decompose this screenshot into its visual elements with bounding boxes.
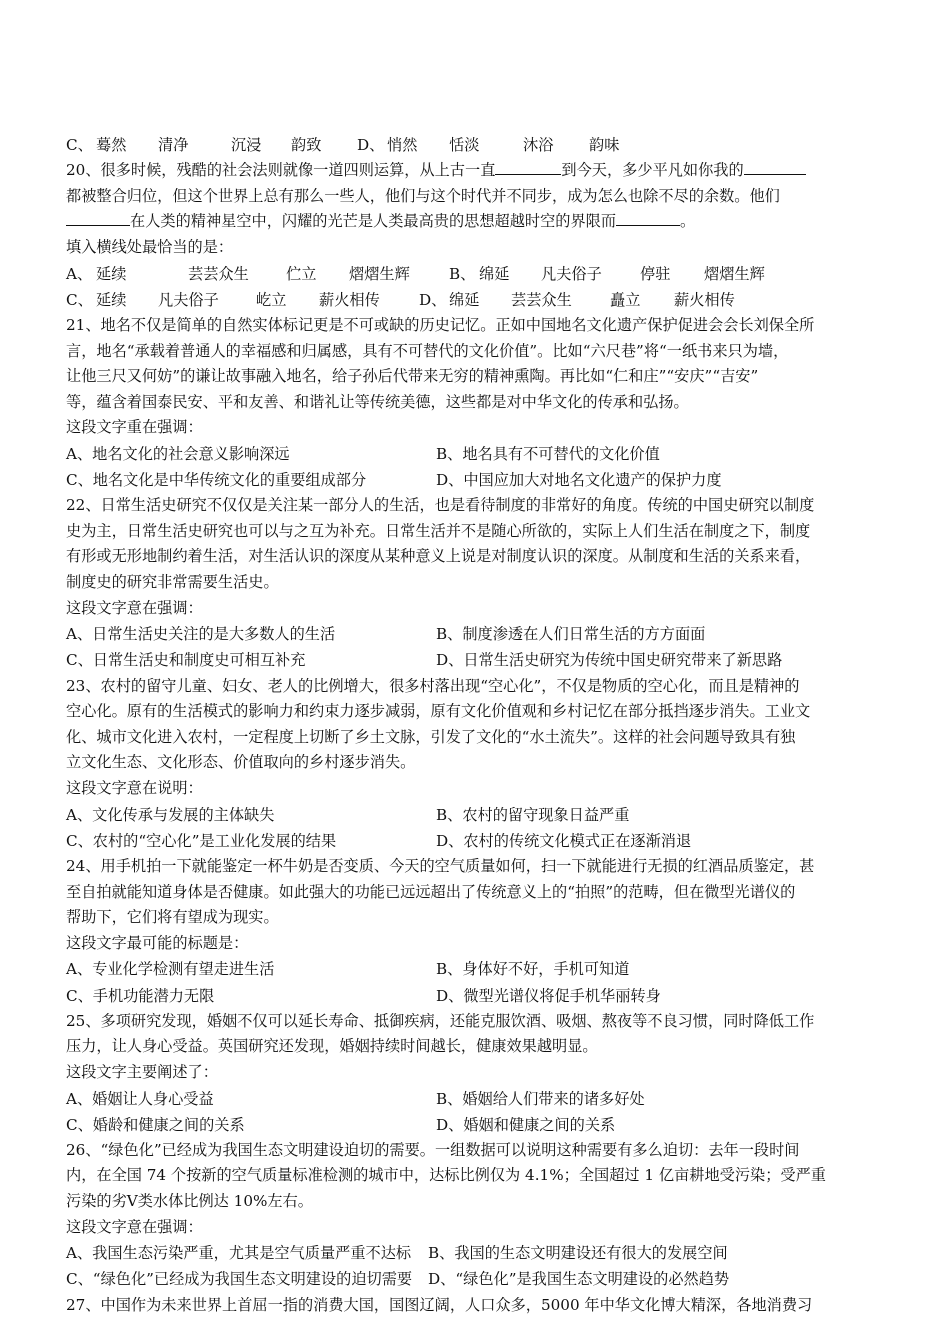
option-label: C、 xyxy=(66,290,93,309)
option-word: 伫立 xyxy=(286,264,317,283)
q23-prompt: 这段文字意在说明： xyxy=(66,779,203,797)
q20-prompt: 填入横线处最恰当的是： xyxy=(66,237,234,256)
option-a: A、地名文化的社会意义影响深远 xyxy=(66,444,290,463)
option-word: 延续 xyxy=(96,290,127,309)
fill-blank xyxy=(616,210,680,226)
option-word: 沉浸 xyxy=(231,136,262,154)
option-a: A、婚姻让人身心受益 xyxy=(66,1089,214,1108)
option-label: D、 xyxy=(357,136,385,154)
option-b: B、农村的留守现象日益严重 xyxy=(436,805,630,824)
option-word: 恬淡 xyxy=(449,136,480,154)
q21-stem-line: 等，蕴含着国泰民安、平和友善、和谐礼让等传统美德，这些都是对中华文化的传承和弘扬。 xyxy=(66,392,689,411)
q20-options-ab xyxy=(66,261,886,287)
option-c: C、日常生活史和制度史可相互补充 xyxy=(66,651,306,670)
option-label: C、 xyxy=(66,136,93,154)
option-c: C、“绿色化”已经成为我国生态文明建设的迫切需要 xyxy=(66,1270,413,1289)
q25-options-cd xyxy=(66,1112,886,1138)
q23-options-ab xyxy=(66,802,886,828)
option-a: A、我国生态污染严重，尤其是空气质量严重不达标 xyxy=(66,1244,412,1263)
option-d: D、婚姻和健康之间的关系 xyxy=(436,1115,616,1134)
q24-prompt: 这段文字最可能的标题是： xyxy=(66,933,249,952)
q21-prompt: 这段文字重在强调： xyxy=(66,418,203,437)
option-word: 矗立 xyxy=(610,290,641,309)
option-d: D、中国应加大对地名文化遗产的保护力度 xyxy=(436,471,722,490)
option-word: 沐浴 xyxy=(523,136,554,154)
fill-blank xyxy=(744,159,806,175)
option-d: D、“绿色化”是我国生态文明建设的必然趋势 xyxy=(428,1270,730,1289)
q24-stem-line: 帮助下，它们将有望成为现实。 xyxy=(66,908,279,927)
option-word: 芸芸众生 xyxy=(188,264,249,283)
option-word: 延续 xyxy=(96,264,127,283)
q26-stem-line: 26、“绿色化”已经成为我国生态文明建设迫切的需要。一组数据可以说明这种需要有多么迫切：去年一段时间 xyxy=(66,1140,800,1159)
q20-text: 。 xyxy=(680,212,696,231)
q24-stem-line: 24、用手机拍一下就能鉴定一杯牛奶是否变质、今天的空气质量如何，扫一下就能进行无损的红酒品质鉴定，甚 xyxy=(66,856,815,875)
q20-options-cd xyxy=(66,287,886,313)
option-word: 凡夫俗子 xyxy=(158,290,219,309)
q27-stem-line: 27、中国作为未来世界上首屈一指的消费大国，国图辽阔，人口众多，5000 年中华文化博大精深，各地消费习 xyxy=(66,1295,813,1314)
q23-stem-line: 化、城市文化进入农村，一定程度上切断了乡土文脉，引发了文化的“水土流失”。这样的社会问题导致具有独 xyxy=(66,727,796,746)
q22-stem-line: 有形或无形地制约着生活，对生活认识的深度从某种意义上说是对制度认识的深度。从制度和生活的关系来看， xyxy=(66,547,811,566)
q22-stem-line: 制度史的研究非常需要生活史。 xyxy=(66,573,279,592)
option-d: D、微型光谱仪将促手机华丽转身 xyxy=(436,986,661,1005)
exam-page xyxy=(66,132,886,1318)
q23-options-cd xyxy=(66,828,886,854)
fill-blank xyxy=(66,210,130,226)
q22-options-ab xyxy=(66,621,886,647)
q24-options-cd xyxy=(66,983,886,1009)
q20-stem-line: 都被整合归位，但这个世界上总有那么一些人，他们与这个时代并不同步，成为怎么也除不尽的余数。他们 xyxy=(66,186,780,205)
q20-text: 在人类的精神星空中，闪耀的光芒是人类最高贵的思想超越时空的界限而 xyxy=(130,212,616,231)
q24-options-ab xyxy=(66,956,886,982)
q25-stem-line: 压力，让人身心受益。英国研究还发现，婚姻持续时间越长，健康效果越明显。 xyxy=(66,1037,598,1056)
q22-prompt: 这段文字意在强调： xyxy=(66,598,203,617)
option-b: B、制度渗透在人们日常生活的方方面面 xyxy=(436,625,706,644)
option-word: 清净 xyxy=(158,136,189,154)
q25-options-ab xyxy=(66,1086,886,1112)
option-d: D、农村的传统文化模式正在逐渐消退 xyxy=(436,831,692,850)
option-b: B、地名具有不可替代的文化价值 xyxy=(436,444,660,463)
q23-stem-line: 立文化生态、文化形态、价值取向的乡村逐步消失。 xyxy=(66,753,416,772)
q26-options-ab xyxy=(66,1240,886,1266)
q22-stem-line: 22、日常生活史研究不仅仅是关注某一部分人的生活，也是看待制度的非常好的角度。传统的中国史研究以制度 xyxy=(66,496,815,515)
q19-options-cd xyxy=(66,132,886,158)
option-c: C、农村的“空心化”是工业化发展的结果 xyxy=(66,831,337,850)
option-label: B、 xyxy=(449,264,476,283)
q21-options-cd xyxy=(66,467,886,493)
option-word: 绵延 xyxy=(479,264,510,283)
option-b: B、婚姻给人们带来的诸多好处 xyxy=(436,1089,645,1108)
q23-stem-line: 23、农村的留守儿童、妇女、老人的比例增大，很多村落出现“空心化”，不仅是物质的空心化，而且是精神的 xyxy=(66,676,800,695)
q22-stem-line: 史为主，日常生活史研究也可以与之互为补充。日常生活并不是随心所欲的，实际上人们生活在制度之下，制度 xyxy=(66,521,811,540)
q21-options-ab xyxy=(66,441,886,467)
fill-blank xyxy=(495,159,561,175)
option-word: 凡夫俗子 xyxy=(541,264,602,283)
option-b: B、我国的生态文明建设还有很大的发展空间 xyxy=(428,1244,728,1263)
option-c: C、地名文化是中华传统文化的重要组成部分 xyxy=(66,471,367,490)
option-a: A、日常生活史关注的是大多数人的生活 xyxy=(66,625,336,644)
option-word: 薪火相传 xyxy=(319,290,380,309)
q26-options-cd xyxy=(66,1266,886,1292)
q26-prompt: 这段文字意在强调： xyxy=(66,1217,203,1236)
option-word: 芸芸众生 xyxy=(511,290,572,309)
q25-prompt: 这段文字主要阐述了： xyxy=(66,1062,218,1081)
q21-stem-line: 让他三尺又何妨”的谦让故事融入地名，给子孙后代带来无穷的精神熏陶。再比如“仁和庄”“安庆”“吉安” xyxy=(66,367,759,386)
option-label: A、 xyxy=(66,264,93,283)
option-a: A、专业化学检测有望走进生活 xyxy=(66,960,275,979)
option-c: C、手机功能潜力无限 xyxy=(66,986,215,1005)
option-word: 熠熠生辉 xyxy=(704,264,765,283)
option-word: 薪火相传 xyxy=(674,290,735,309)
q22-options-cd xyxy=(66,647,886,673)
option-word: 韵致 xyxy=(291,136,322,154)
q26-stem-line: 内，在全国 74 个按新的空气质量标准检测的城市中，达标比例仅为 4.1%；全国超过 1 亿亩耕地受污染；受严重 xyxy=(66,1166,826,1185)
option-word: 屹立 xyxy=(256,290,287,309)
option-word: 停驻 xyxy=(640,264,671,283)
option-a: A、文化传承与发展的主体缺失 xyxy=(66,805,275,824)
option-word: 蓦然 xyxy=(96,136,127,154)
q23-stem-line: 空心化。原有的生活模式的影响力和约束力逐步减弱，原有文化价值观和乡村记忆在部分抵挡逐步消失。工业文 xyxy=(66,702,811,721)
q26-stem-line: 污染的劣Ⅴ类水体比例达 10%左右。 xyxy=(66,1192,313,1211)
option-word: 悄然 xyxy=(387,136,418,154)
option-word: 熠熠生辉 xyxy=(349,264,410,283)
option-d: D、日常生活史研究为传统中国史研究带来了新思路 xyxy=(436,651,783,670)
option-label: D、 xyxy=(419,290,447,309)
option-word: 韵味 xyxy=(589,136,620,154)
option-word: 绵延 xyxy=(449,290,480,309)
q20-text: 20、很多时候，残酷的社会法则就像一道四则运算，从上古一直 xyxy=(66,161,496,180)
q21-stem-line: 言，地名“承载着普通人的幸福感和归属感，具有不可替代的文化价值”。比如“六尺巷”将“一纸书来只为墙， xyxy=(66,341,789,360)
q20-stem-line xyxy=(66,158,886,184)
option-c: C、婚龄和健康之间的关系 xyxy=(66,1115,245,1134)
q21-stem-line: 21、地名不仅是简单的自然实体标记更是不可或缺的历史记忆。正如中国地名文化遗产保护促进会会长刘保全所 xyxy=(66,315,815,334)
q24-stem-line: 至自拍就能知道身体是否健康。如此强大的功能已远远超出了传统意义上的“拍照”的范畴，但在微型光谱仪的 xyxy=(66,882,796,901)
option-b: B、身体好不好，手机可知道 xyxy=(436,960,630,979)
q20-stem-line xyxy=(66,209,886,235)
q25-stem-line: 25、多项研究发现，婚姻不仅可以延长寿命、抵御疾病，还能克服饮酒、吸烟、熬夜等不良习惯，同时降低工作 xyxy=(66,1011,815,1030)
q20-text: 到今天，多少平凡如你我的 xyxy=(561,161,744,180)
